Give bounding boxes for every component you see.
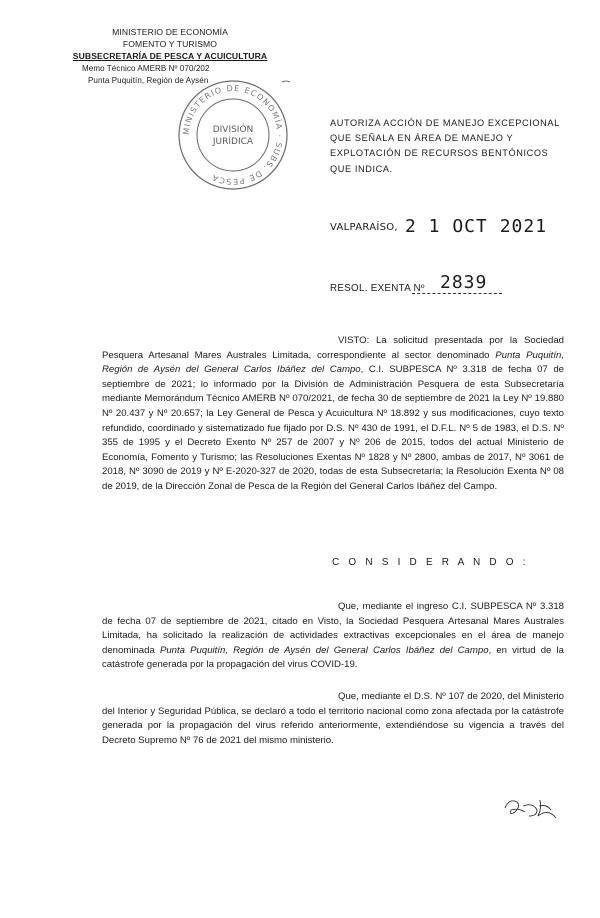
p1-text-1: Que, mediante el ingreso C.I. SUBPESCA Nº 3.318 de fecha 07 de septiembre de 2021, citado en Visto, la Sociedad Pesquera Artesanal Mares Australes Limitada, ha solicitado la realización de actividades extractivas excepcionales en el área de manejo denominada	[102, 601, 564, 656]
visto-text-1: VISTO: La solicitud presentada por la Sociedad Pesquera Artesanal Mares Australes Limitada, correspondiente al sector denominado	[102, 335, 564, 361]
memo-reference: Memo Técnico AMERB Nº 070/202	[82, 63, 210, 73]
considerando-paragraph-1	[102, 600, 564, 673]
p1-sector-name: Punta Puquitín, Región de Aysén del General Carlos Ibáñez del Campo	[159, 644, 489, 656]
resolution-subject: AUTORIZA ACCIÓN DE MANEJO EXCEPCIONAL QUE SEÑALA EN ÁREA DE MANEJO Y EXPLOTACIÓN DE RECURSOS BENTÓNICOS QUE INDICA.	[330, 118, 560, 174]
considerando-heading: C O N S I D E R A N D O :	[332, 557, 529, 568]
stamp-ring-text: MINISTERIO DE ECONOMÍA · SUBS. DE PESCA	[181, 83, 285, 187]
stamp-line-1: DIVISIÓN	[212, 125, 254, 135]
resolution-number-line	[412, 293, 502, 294]
subsecretaria-name: SUBSECRETARÍA DE PESCA Y ACUICULTURA	[72, 51, 268, 62]
stamp-line-2: JURÍDICA	[212, 137, 254, 147]
date-stamp: 2 1 OCT 2021	[405, 216, 548, 237]
visto-paragraph	[102, 334, 564, 495]
resolution-number: 2839	[440, 272, 488, 293]
ministry-name-2: FOMENTO Y TURISMO	[122, 39, 218, 50]
division-juridica-stamp	[175, 77, 291, 193]
sector-reference: Punta Puquitín, Región de Aysén	[88, 75, 209, 85]
visto-sector-name: Punta Puquitín, Región de Aysén del General Carlos Ibáñez del Campo	[102, 349, 564, 376]
resolution-label: RESOL. EXENTA Nº	[330, 283, 425, 294]
place: VALPARAÍSO,	[330, 222, 398, 233]
visto-text-2: , C.I. SUBPESCA Nº 3.318 de fecha 07 de septiembre de 2021; lo informado por la División de Administración Pesquera de esta Subsecretaría mediante Memorándum Técnico AMERB Nº 070/2021, de fecha 30 de septiembre de 2021 la Ley Nº 19.880 Nº 20.437 y Nº 20.657; la Ley General de Pesca y Acuicultura Nº 18.892 y sus modificaciones, cuyo texto refundido, coordinado y sistematizado fue fijado por D.S. Nº 430 de 1991, el D.F.L. Nº 5 de 1983, el D.S. Nº 355 de 1995 y el Decreto Exento Nº 257 de 2007 y Nº 206 de 2015, todos del actual Ministerio de Economía, Fomento y Turismo; las Resoluciones Exentas Nº 1828 y Nº 2800, ambas de 2017, Nº 3061 de 2018, Nº 3090 de 2019 y Nº E-2020-327 de 2020, todas de esta Subsecretaría; la Resolución Exenta Nº 08 de 2019, de la Dirección Zonal de Pesca de la Región del General Carlos Ibáñez del Campo.	[102, 364, 564, 492]
ministry-name: MINISTERIO DE ECONOMÍA	[112, 27, 228, 37]
considerando-paragraph-2: Que, mediante el D.S. Nº 107 de 2020, del Ministerio del Interior y Seguridad Pública, se declaró a todo el territorio nacional como zona afectada por la catástrofe generada por la propagación del virus referido anteriormente, extendiéndose su vigencia a través del Decreto Supremo Nº 76 de 2021 del mismo ministerio.	[102, 691, 564, 746]
p1-text-2: , en virtud de la catástrofe generada por la propagación del virus COVID-19.	[102, 644, 564, 671]
